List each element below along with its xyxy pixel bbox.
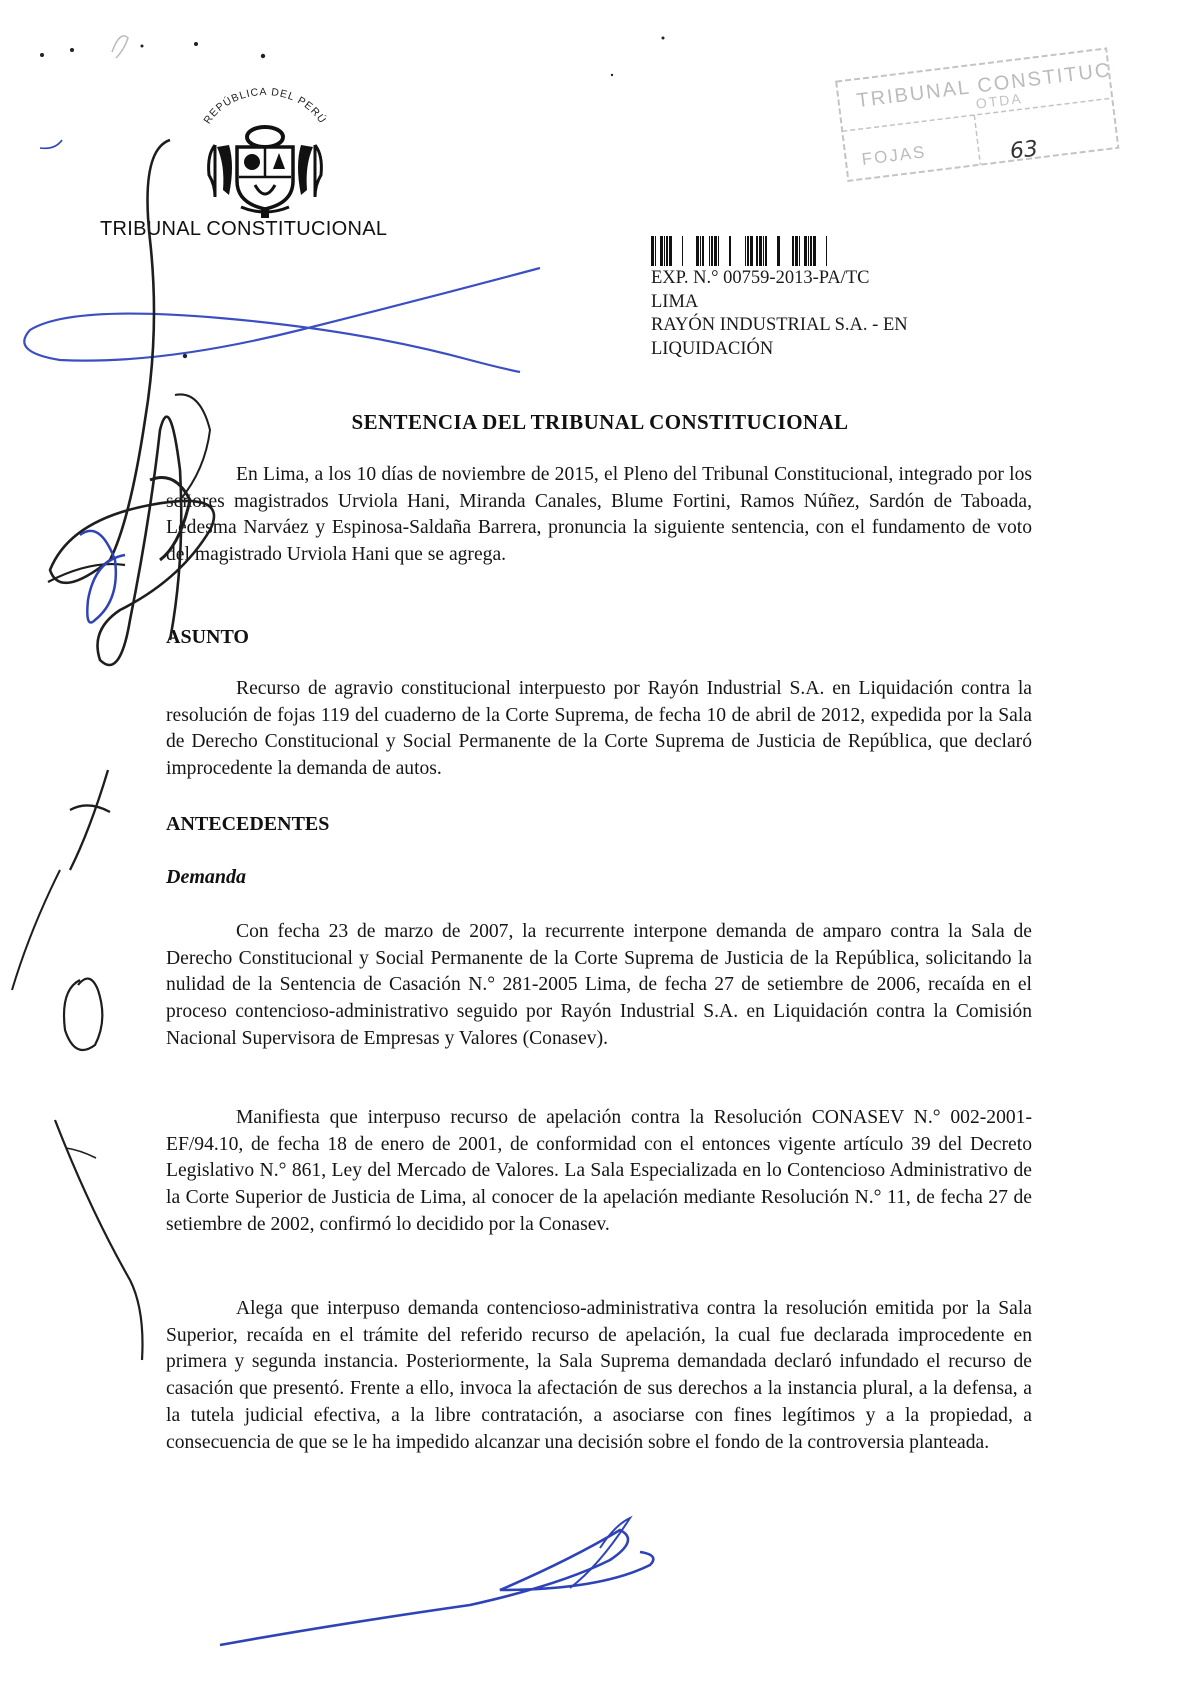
barcode-bar xyxy=(747,236,749,266)
barcode-bar xyxy=(826,236,827,266)
barcode-bar xyxy=(702,236,704,266)
barcode-bar xyxy=(804,236,807,266)
barcode-bar xyxy=(660,236,663,266)
antecedentes-paragraph-1 xyxy=(166,919,1032,1053)
barcode-bar xyxy=(651,236,654,266)
expediente-number: EXP. N.° 00759-2013-PA/TC xyxy=(651,268,870,288)
barcode-bar xyxy=(714,236,717,266)
antecedentes-paragraph-3 xyxy=(166,1296,1032,1456)
case-barcode xyxy=(651,236,833,266)
stamp-line1: TRIBUNAL CONSTITUCIONAL xyxy=(855,50,1125,113)
margin-circle xyxy=(64,979,102,1050)
subheading-demanda: Demanda xyxy=(166,866,246,888)
stamp-line2: OTDA xyxy=(974,90,1024,112)
barcode-bar xyxy=(664,236,665,266)
intro-paragraph xyxy=(166,462,1032,569)
antecedentes-paragraph-2 xyxy=(166,1105,1032,1239)
barcode-bar xyxy=(655,236,656,266)
barcode-bar xyxy=(745,236,746,266)
barcode-bar xyxy=(718,236,719,266)
document-title: SENTENCIA DEL TRIBUNAL CONSTITUCIONAL xyxy=(351,410,849,434)
faint-pencil-mark xyxy=(112,36,128,58)
asunto-text: Recurso de agravio constitucional interpuesto por Rayón Industrial S.A. en Liquidación contra la resolución de fojas 119 del cuaderno de la Corte Suprema, de fecha 10 de abril de 2012, expedida por la Sala de Derecho Constitucional y Social Permanente de la Corte Suprema de Justicia de República, que declaró improcedente la demanda de autos. xyxy=(166,678,1032,780)
barcode-bar xyxy=(682,236,683,266)
barcode-bar xyxy=(765,236,767,266)
asunto-paragraph xyxy=(166,676,1032,783)
barcode-bar xyxy=(810,236,812,266)
seal-caption: REPÚBLICA DEL PERÚ xyxy=(201,85,329,127)
barcode-bar xyxy=(795,236,798,266)
barcode-bar xyxy=(709,236,710,266)
intro-text: En Lima, a los 10 días de noviembre de 2015, el Pleno del Tribunal Constitucional, integrado por los señores magistrados Urviola Hani, Miranda Canales, Blume Fortini, Ramos Núñez, Sardón de Taboada, Ledesma Narváez y Espinosa-Saldaña Barrera, pronuncia la siguiente sentencia, con el fundamento de voto del magistrado Urviola Hani que se agrega. xyxy=(166,464,1032,566)
barcode-bar xyxy=(711,236,713,266)
coat-of-arms-seal xyxy=(185,85,345,220)
fojas-stamp xyxy=(832,30,1124,198)
antecedentes-text-1: Con fecha 23 de marzo de 2007, la recurrente interpone demanda de amparo contra la Sala de Derecho Constitucional y Social Permanente de la Corte Suprema de Justicia de la República, solicitando la nulidad de la Sentencia de Casación N.° 281-2005 Lima, de fecha 27 de setiembre de 2006, recaída en el proceso contencioso-administrativo seguido por Rayón Industrial S.A. en Liquidación contra la Comisión Nacional Supervisora de Empresas y Valores (Conasev). xyxy=(166,921,1032,1049)
institution-name: TRIBUNAL CONSTITUCIONAL xyxy=(100,218,388,240)
blue-margin-scribble xyxy=(80,531,125,623)
margin-initial-1 xyxy=(70,770,110,870)
section-heading-antecedentes: ANTECEDENTES xyxy=(166,813,330,835)
barcode-bar xyxy=(750,236,753,266)
barcode-bar xyxy=(792,236,794,266)
case-party-line2: LIQUIDACIÓN xyxy=(651,338,774,359)
scan-specks xyxy=(40,37,665,359)
case-city: LIMA xyxy=(651,291,699,312)
barcode-bar xyxy=(777,236,780,266)
fojas-number: 63 xyxy=(1008,136,1040,165)
barcode-bar xyxy=(669,236,672,266)
barcode-bar xyxy=(756,236,758,266)
blue-signature-flourish xyxy=(24,268,540,372)
case-party-line1: RAYÓN INDUSTRIAL S.A. - EN xyxy=(651,315,908,335)
margin-line-1 xyxy=(12,870,60,990)
barcode-bar xyxy=(700,236,701,266)
antecedentes-text-2: Manifiesta que interpuso recurso de apelación contra la Resolución CONASEV N.° 002-2001-EF/94.10, de fecha 18 de enero de 2001, de conformidad con el entonces vigente artículo 39 del Decreto Legislativo N.° 861, Ley del Mercado de Valores. La Sala Especializada en lo Contencioso Administrativo de la Corte Superior de Justicia de Lima, al conocer de la apelación mediante Resolución N.° 11, de fecha 27 de setiembre de 2002, confirmó lo decidido por la Conasev. xyxy=(166,1107,1032,1235)
antecedentes-text-3: Alega que interpuso demanda contencioso-administrativa contra la resolución emitida por la Sala Superior, recaída en el trámite del referido recurso de apelación, la cual fue declarada improcedente en primera y segunda instancia. Posteriormente, la Sala Suprema demandada declaró infundado el recurso de casación que presentó. Frente a ello, invoca la afectación de sus derechos a la instancia plural, a la defensa, a la tutela judicial efectiva, a la libre contratación, a asociarse con fines legítimos y a la propiedad, a consecuencia de que se le ha impedido alcanzar una decisión sobre el fondo de la controversia planteada. xyxy=(166,1298,1032,1453)
barcode-bar xyxy=(696,236,699,266)
barcode-bar xyxy=(666,236,668,266)
barcode-bar xyxy=(759,236,762,266)
section-heading-asunto: ASUNTO xyxy=(166,626,249,648)
barcode-bar xyxy=(813,236,816,266)
barcode-bar xyxy=(729,236,731,266)
case-identification xyxy=(651,267,908,361)
barcode-bar xyxy=(808,236,809,266)
bottom-blue-signature xyxy=(220,1530,653,1645)
margin-line-2 xyxy=(55,1120,143,1360)
stamp-fojas-label: FOJAS xyxy=(860,142,928,170)
barcode-bar xyxy=(763,236,764,266)
barcode-bar xyxy=(799,236,800,266)
